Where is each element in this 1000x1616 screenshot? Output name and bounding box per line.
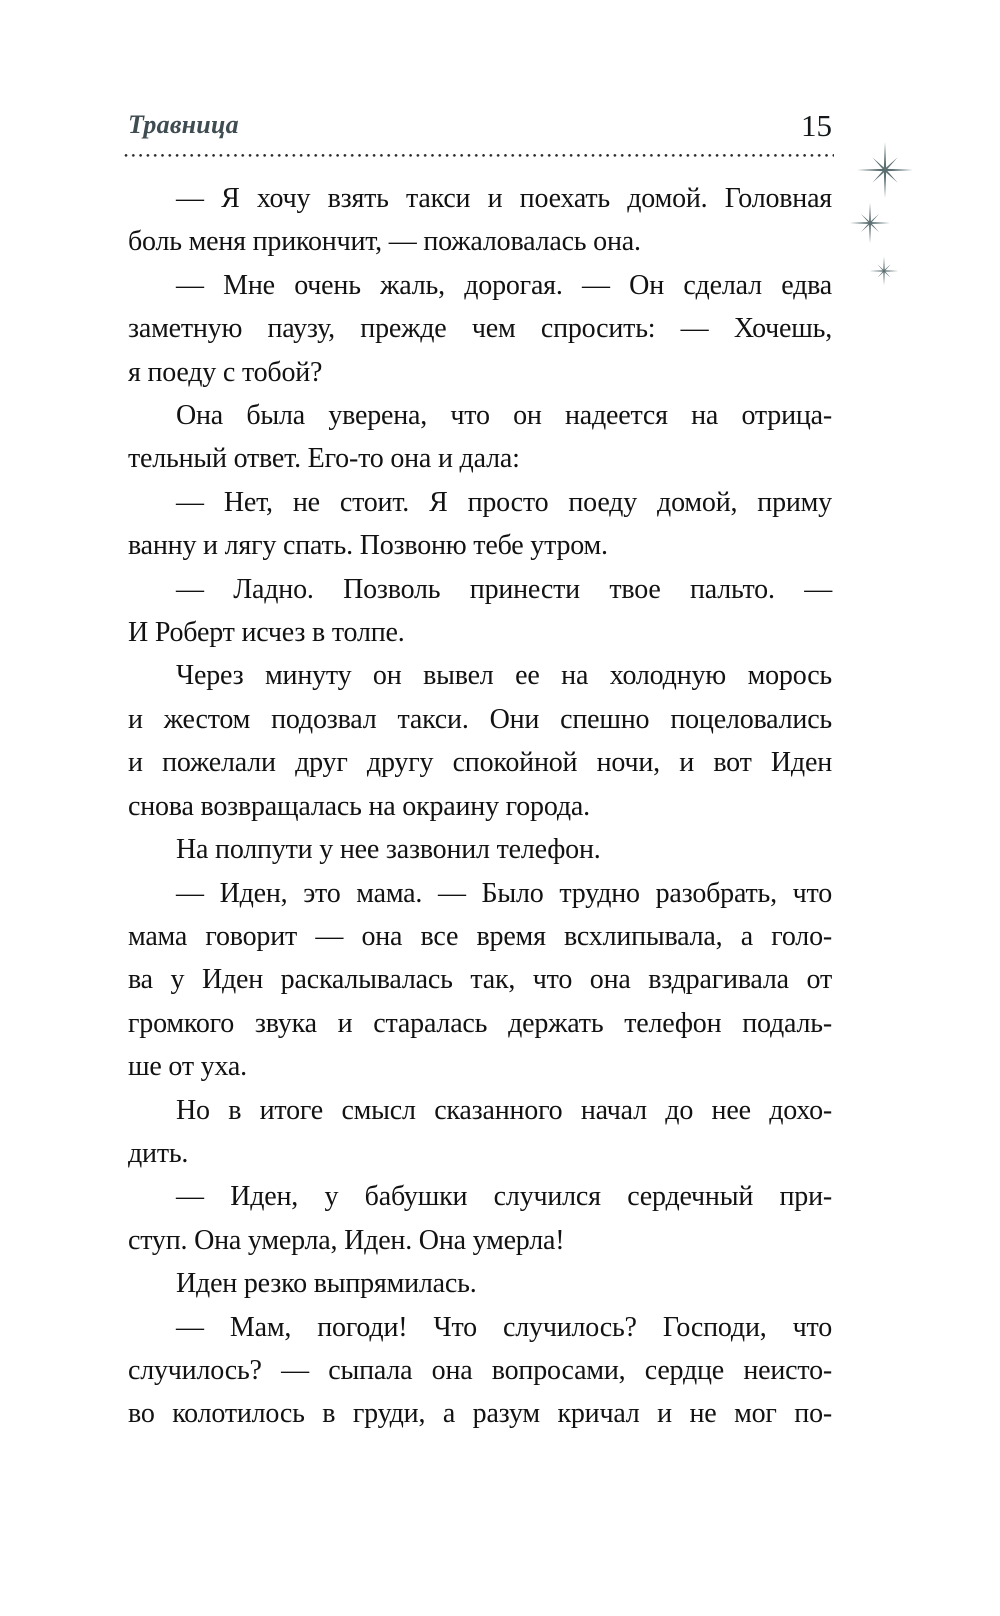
text-line: и жестом подозвал такси. Они спешно поцеловались bbox=[128, 703, 832, 735]
sparkle-icon bbox=[849, 202, 891, 244]
text-line: ва у Иден раскалывалась так, что она вздрагивала от bbox=[128, 964, 832, 996]
text-line: На полпути у нее зазвонил телефон. bbox=[176, 834, 601, 866]
text-line: ступ. Она умерла, Иден. Она умерла! bbox=[128, 1224, 565, 1256]
text-line: — Иден, это мама. — Было трудно разобрать, что bbox=[176, 877, 832, 909]
text-line: И Роберт исчез в толпе. bbox=[128, 617, 405, 649]
text-line: — Нет, не стоит. Я просто поеду домой, приму bbox=[176, 486, 832, 518]
text-line: ше от уха. bbox=[128, 1051, 247, 1083]
text-line: Иден резко выпрямилась. bbox=[176, 1268, 477, 1300]
text-line: Но в итоге смысл сказанного начал до нее дохо- bbox=[176, 1094, 832, 1126]
text-line: ванну и лягу спать. Позвоню тебе утром. bbox=[128, 530, 608, 562]
text-line: Она была уверена, что он надеется на отрица- bbox=[176, 400, 832, 432]
text-line: — Мне очень жаль, дорогая. — Он сделал едва bbox=[176, 269, 832, 301]
text-line: дить. bbox=[128, 1137, 189, 1169]
body-text bbox=[128, 177, 832, 1436]
text-line: снова возвращалась на окраину города. bbox=[128, 790, 590, 822]
text-line: мама говорит — она все время всхлипывала, а голо- bbox=[128, 920, 832, 952]
text-line: и пожелали друг другу спокойной ночи, и вот Иден bbox=[128, 747, 832, 779]
text-line: заметную паузу, прежде чем спросить: — Хочешь, bbox=[128, 313, 832, 345]
text-line: громкого звука и старалась держать телефон подаль- bbox=[128, 1007, 832, 1039]
running-title: Травница bbox=[128, 110, 239, 139]
sparkle-icon bbox=[856, 141, 914, 199]
text-line: Через минуту он вывел ее на холодную морось bbox=[176, 660, 832, 692]
sparkle-icon bbox=[869, 256, 899, 286]
header-dotted-rule bbox=[124, 153, 834, 158]
text-line: — Ладно. Позволь принести твое пальто. — bbox=[176, 573, 832, 605]
text-line: тельный ответ. Его-то она и дала: bbox=[128, 443, 520, 475]
text-line: боль меня прикончит, — пожаловалась она. bbox=[128, 226, 641, 258]
text-line: во колотилось в груди, а разум кричал и не мог по- bbox=[128, 1398, 832, 1430]
text-line: — Я хочу взять такси и поехать домой. Головная bbox=[176, 183, 832, 214]
page-number: 15 bbox=[801, 108, 832, 143]
text-line: — Иден, у бабушки случился сердечный при- bbox=[176, 1181, 832, 1213]
text-line: я поеду с тобой? bbox=[128, 356, 323, 388]
text-line: — Мам, погоди! Что случилось? Господи, что bbox=[176, 1311, 832, 1343]
text-line: случилось? — сыпала она вопросами, сердце неисто- bbox=[128, 1354, 832, 1386]
